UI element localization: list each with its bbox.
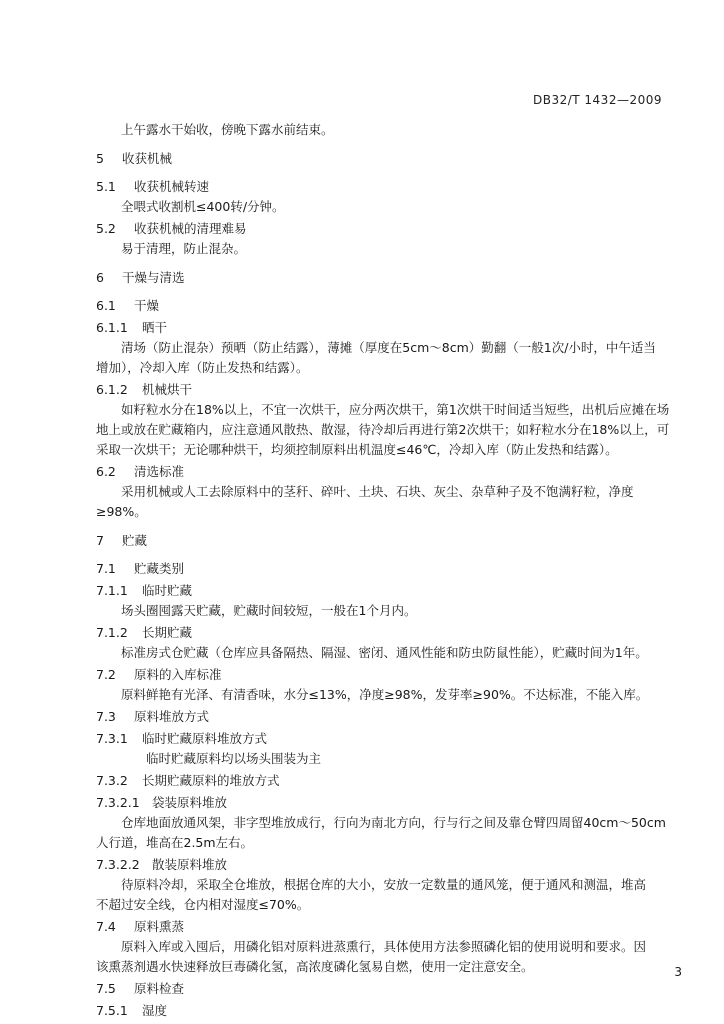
paragraph-continuation: 人行道，堆高在2.5m左右。 (96, 835, 254, 850)
section-heading-6-2: 6.2 清选标准 (96, 464, 185, 479)
section-heading-6-1-1: 6.1.1 晒干 (96, 320, 168, 335)
section-heading-7-3-1: 7.3.1 临时贮藏原料堆放方式 (96, 731, 268, 746)
paragraph: 原料鲜艳有光泽、有清香味，水分≤13%，净度≥98%，发芽率≥90%。不达标准，不能入库。 (121, 687, 649, 702)
section-heading-6-1-2: 6.1.2 机械烘干 (96, 382, 193, 397)
section-heading-7-5: 7.5 原料检查 (96, 981, 185, 996)
paragraph: 待原料冷却，采取全仓堆放，根据仓库的大小，安放一定数量的通风笼，便于通风和测温，堆高 (121, 877, 647, 892)
section-heading-7-3-2-1: 7.3.2.1 袋装原料堆放 (96, 795, 228, 810)
paragraph: 易于清理，防止混杂。 (121, 241, 247, 256)
section-heading-7-1: 7.1 贮藏类别 (96, 561, 185, 576)
paragraph: 场头圈囤露天贮藏，贮藏时间较短，一般在1个月内。 (121, 603, 417, 618)
paragraph: 清场（防止混杂）预晒（防止结露），薄摊（厚度在5cm～8cm）勤翻（一般1次/小时，中午适当 (121, 340, 656, 355)
page-number: 3 (674, 965, 682, 979)
section-heading-7-1-1: 7.1.1 临时贮藏 (96, 583, 193, 598)
paragraph: 上午露水干始收，傍晚下露水前结束。 (121, 122, 334, 137)
paragraph-continuation: 地上或放在贮藏箱内，应注意通风散热、散湿，待冷却后再进行第2次烘干；如籽粒水分在18%以上，可 (96, 422, 670, 437)
document-body (96, 120, 676, 1021)
paragraph: 如籽粒水分在18%以上，不宜一次烘干，应分两次烘干，第1次烘干时间适当短些，出机后应摊在场 (121, 402, 670, 417)
paragraph: 采用机械或人工去除原料中的茎秆、碎叶、土块、石块、灰尘、杂草种子及不饱满籽粒，净度≥98%。 (96, 484, 634, 519)
paragraph: 标准房式仓贮藏（仓库应具备隔热、隔湿、密闭、通风性能和防虫防鼠性能），贮藏时间为1年。 (121, 645, 648, 660)
section-heading-7-1-2: 7.1.2 长期贮藏 (96, 625, 193, 640)
section-heading-7-5-1: 7.5.1 湿度 (96, 1003, 168, 1018)
section-heading-5: 5 收获机械 (96, 151, 173, 166)
section-heading-7: 7 贮藏 (96, 533, 148, 548)
section-heading-7-3-2-2: 7.3.2.2 散装原料堆放 (96, 857, 228, 872)
paragraph-continuation: 该熏蒸剂遇水快速释放巨毒磷化氢，高浓度磷化氢易自燃，使用一定注意安全。 (96, 959, 534, 974)
paragraph: 原料入库或入囤后，用磷化铝对原料进蒸熏行，具体使用方法参照磷化铝的使用说明和要求。因 (121, 939, 647, 954)
section-heading-5-2: 5.2 收获机械的清理难易 (96, 221, 247, 236)
section-heading-7-3: 7.3 原料堆放方式 (96, 709, 210, 724)
paragraph: 全喂式收割机≤400转/分钟。 (121, 199, 285, 214)
paragraph: 临时贮藏原料均以场头围装为主 (146, 751, 322, 766)
section-heading-6: 6 干燥与清选 (96, 270, 185, 285)
section-heading-6-1: 6.1 干燥 (96, 298, 160, 313)
section-heading-7-2: 7.2 原料的入库标准 (96, 667, 222, 682)
paragraph-continuation: 不超过安全线，仓内相对湿度≤70%。 (96, 897, 310, 912)
section-heading-7-3-2: 7.3.2 长期贮藏原料的堆放方式 (96, 773, 280, 788)
document-code: DB32/T 1432—2009 (532, 93, 662, 107)
section-heading-5-1: 5.1 收获机械转速 (96, 179, 210, 194)
paragraph-continuation: 增加），冷却入库（防止发热和结露）。 (96, 360, 309, 375)
paragraph: 仓库地面放通风架，非字型堆放成行，行向为南北方向，行与行之间及靠仓臂四周留40cm～50cm (121, 815, 666, 830)
section-heading-7-4: 7.4 原料熏蒸 (96, 919, 185, 934)
paragraph-continuation: 采取一次烘干；无论哪种烘干，均须控制原料出机温度≤46℃，冷却入库（防止发热和结露）。 (96, 442, 618, 457)
